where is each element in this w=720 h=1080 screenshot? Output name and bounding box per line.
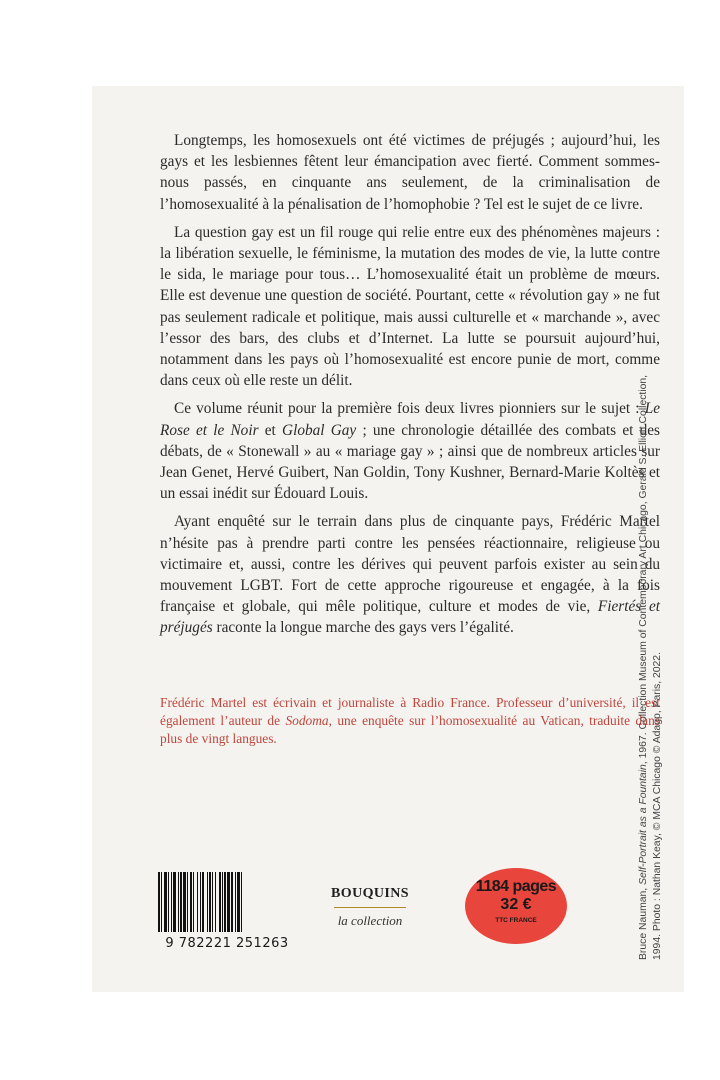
blurb-paragraph-3: Ce volume réunit pour la première fois deux livres pionniers sur le sujet : Le Rose et le Noir et Global Gay ; une chronologie détaillée des combats et des débats, de « Stonewall » au « mariage gay » ; ainsi que de nombreux articles sur Jean Genet, Hervé Guibert, Nan Goldin, Tony Kushner, Bernard-Marie Koltès et un essai inédit sur Édouard Louis. <box>160 400 660 503</box>
publisher-rule <box>334 907 406 908</box>
blurb-paragraph-2: La question gay est un fil rouge qui relie entre eux des phénomènes majeurs : la libération sexuelle, le féminisme, la mutation des modes de vie, la lutte contre le sida, le mariage pour tous… L’homosexualité était un problème de mœurs. Elle est devenue une question de société. Pourtant, cette « révolution gay » ne fut pas seulement radicale et politique, mais aussi culturelle et « marchande », avec l’essor des bars, des clubs et d’Internet. La lutte se poursuit aujourd’hui, notamment dans les pays où l’homosexualité est encore punie de mort, comme dans ceux où elle reste un délit. <box>160 223 660 390</box>
credit-line-2: 1994. Photo : Nathan Keay, © MCA Chicago © Adagp, Paris, 2022. <box>652 652 663 960</box>
blurb-paragraph-4: Ayant enquêté sur le terrain dans plus de cinquante pays, Frédéric Martel n’hésite pas à prendre parti contre les pensées réactionnaire, religieuse ou victimaire et, aussi, contre les dérives qui peuvent parfois exister au sein du mouvement LGBT. Fort de cette approche rigoureuse et engagée, à la fois française et globale, qui mêle politique, culture et modes de vie, Fiertés et préjugés raconte la longue marche des gays vers l’égalité. <box>160 513 660 637</box>
blurb-paragraph-1: Longtemps, les homosexuels ont été victimes de préjugés ; aujourd’hui, les gays et les lesbiennes fêtent leur émancipation avec fierté. Comment sommes-nous passés, en cinquante ans seulement, de la criminalisation de l’homosexualité à la pénalisation de l’homophobie ? Tel est le sujet de ce livre. <box>160 132 660 213</box>
barcode <box>154 872 300 958</box>
page-count: 1184 pages <box>475 878 557 895</box>
price-note: TTC FRANCE <box>495 917 537 924</box>
publisher-logo <box>322 886 418 929</box>
image-credit <box>637 374 697 960</box>
book-title-sodoma: Sodoma <box>285 713 329 728</box>
barcode-bars <box>154 872 300 938</box>
book-title-rose-noir: Le Rose et le Noir <box>160 400 660 439</box>
publisher-name: BOUQUINS <box>331 886 409 901</box>
publisher-subtitle: la collection <box>337 913 403 928</box>
price-badge <box>465 868 567 944</box>
credit-line-1: Bruce Nauman, Self-Portrait as a Fountain, 1967. Collection Museum of Contemporary Art Chicago, Gerald S. Elliott Collection, <box>638 374 649 960</box>
book-title-global-gay: Global Gay <box>282 421 357 439</box>
author-bio: Frédéric Martel est écrivain et journaliste à Radio France. Professeur d’université, il est également l’auteur de Sodoma, une enquête sur l’homosexualité au Vatican, traduite dans plus de vingt langues. <box>160 695 661 746</box>
price-amount: 32 € <box>500 896 532 913</box>
book-title-fiertes: Fiertés et préjugés <box>160 598 660 637</box>
isbn-number: 9 782221 251263 <box>165 936 289 951</box>
book-blurb <box>160 130 660 646</box>
